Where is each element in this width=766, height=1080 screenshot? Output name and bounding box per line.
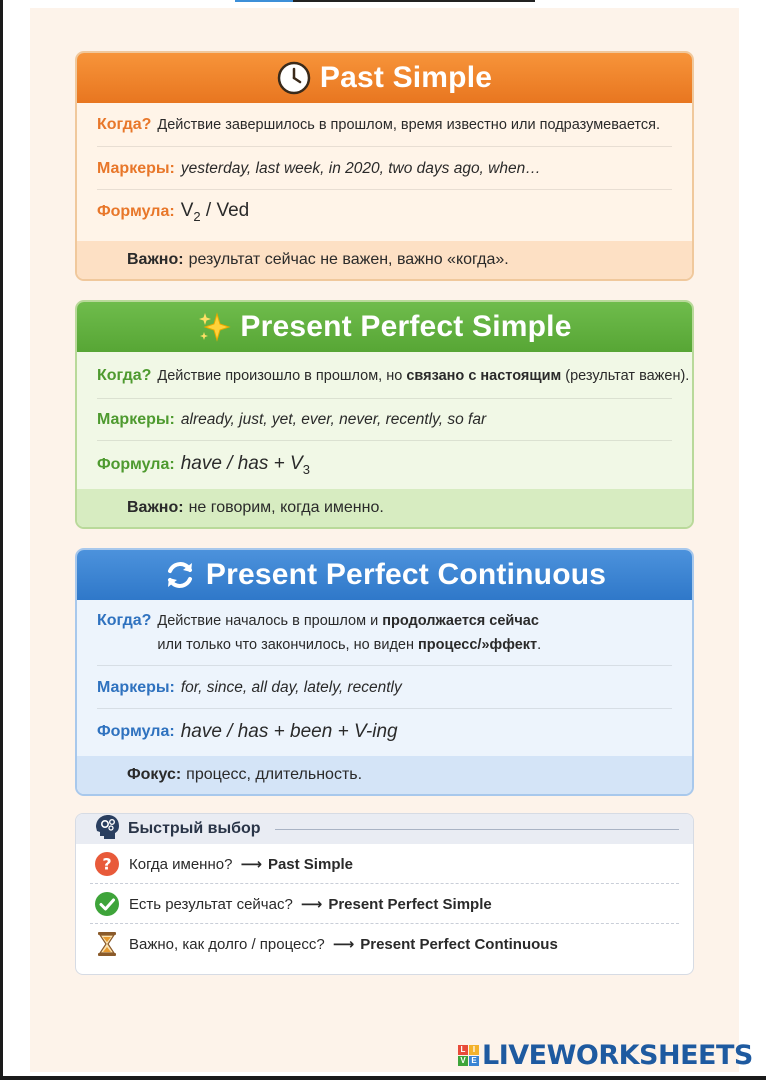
formula-text: have / has + been + V-ing <box>180 721 398 742</box>
question-icon <box>94 851 120 877</box>
present-perfect-simple-card <box>75 300 694 529</box>
svg-text:?: ? <box>102 854 112 874</box>
quick-answer: Past Simple <box>267 855 353 873</box>
note-text: не говорим, когда именно. <box>188 499 384 516</box>
present-perfect-simple-title: Present Perfect Simple <box>240 310 572 343</box>
quick-answer: Present Perfect Simple <box>328 895 492 913</box>
arrow-icon: ⟶ <box>332 936 355 953</box>
note-label: Важно: <box>127 499 184 516</box>
present-perfect-simple-header <box>77 302 692 352</box>
when-text: Действие завершилось в прошлом, время известно или подразумевается. <box>157 117 661 133</box>
quick-question: Когда именно? <box>129 855 233 873</box>
past-simple-formula-row <box>77 190 692 234</box>
markers-label: Маркеры: <box>97 159 175 177</box>
quick-question: Есть результат сейчас? <box>129 895 293 913</box>
quick-row <box>76 884 693 924</box>
arrow-icon: ⟶ <box>300 896 323 913</box>
sparkles-icon <box>197 310 231 344</box>
present-perfect-continuous-header <box>77 550 692 600</box>
present-perfect-continuous-title: Present Perfect Continuous <box>205 558 607 591</box>
ppc-when-row <box>77 600 692 666</box>
clock-icon <box>277 61 311 95</box>
ppc-markers-row <box>77 666 692 709</box>
formula-label: Формула: <box>97 455 175 473</box>
past-simple-card <box>75 51 694 281</box>
formula-text: $V_2$ / Ved <box>180 200 250 224</box>
markers-label: Маркеры: <box>97 411 175 428</box>
present-perfect-continuous-card <box>75 548 694 796</box>
formula-label: Формула: <box>97 203 175 220</box>
when-label: Когда? <box>97 366 152 384</box>
past-simple-when-row <box>77 103 692 147</box>
hourglass-icon <box>94 931 120 957</box>
markers-text: yesterday, last week, in 2020, two days ago, when… <box>180 159 541 177</box>
pps-markers-row <box>77 399 692 441</box>
ppc-formula-row <box>77 709 692 755</box>
top-strip <box>235 0 535 2</box>
ppc-note <box>77 756 692 794</box>
note-text: результат сейчас не важен, важно «когда». <box>188 251 509 268</box>
header-divider <box>275 829 679 830</box>
when-text: Действие началось в прошлом и продолжается сейчас или только что закончилось, но виден процесс/»ффект. <box>157 613 542 653</box>
brain-gears-icon <box>92 813 122 846</box>
quick-question: Важно, как долго / процесс? <box>129 935 325 953</box>
formula-label: Формула: <box>97 723 175 740</box>
quick-answer: Present Perfect Continuous <box>360 935 558 953</box>
logo-blocks-icon: L I V E <box>458 1045 479 1066</box>
pps-when-row <box>77 352 692 399</box>
pps-note <box>77 489 692 527</box>
past-simple-title: Past Simple <box>319 61 493 94</box>
past-simple-note <box>77 241 692 279</box>
note-label: Важно: <box>127 251 184 268</box>
formula-text: have / has + $V_3$ <box>180 452 310 477</box>
frame-bottom-edge <box>0 1076 766 1080</box>
quick-row <box>76 844 693 884</box>
when-text: Действие произошло в прошлом, но связано с настоящим (результат важен). <box>157 367 690 384</box>
liveworksheets-logo <box>458 1040 753 1071</box>
markers-text: already, just, yet, ever, never, recently, so far <box>180 411 487 428</box>
past-simple-markers-row <box>77 147 692 190</box>
refresh-icon <box>163 558 197 592</box>
when-label: Когда? <box>97 116 152 133</box>
quick-choice-title: Быстрый выбор <box>128 820 261 837</box>
arrow-icon: ⟶ <box>240 856 262 873</box>
logo-text: LIVEWORKSHEETS <box>482 1040 753 1071</box>
markers-text: for, since, all day, lately, recently <box>180 678 402 696</box>
quick-choice-header <box>76 814 693 844</box>
quick-row <box>76 924 693 964</box>
quick-choice-card <box>75 813 694 975</box>
note-label: Фокус: <box>127 766 182 783</box>
check-icon <box>94 891 120 917</box>
when-label: Когда? <box>97 612 152 629</box>
markers-label: Маркеры: <box>97 678 175 696</box>
note-text: процесс, длительность. <box>186 766 363 783</box>
frame-left-edge <box>0 0 3 1080</box>
past-simple-header <box>77 53 692 103</box>
pps-formula-row <box>77 441 692 488</box>
